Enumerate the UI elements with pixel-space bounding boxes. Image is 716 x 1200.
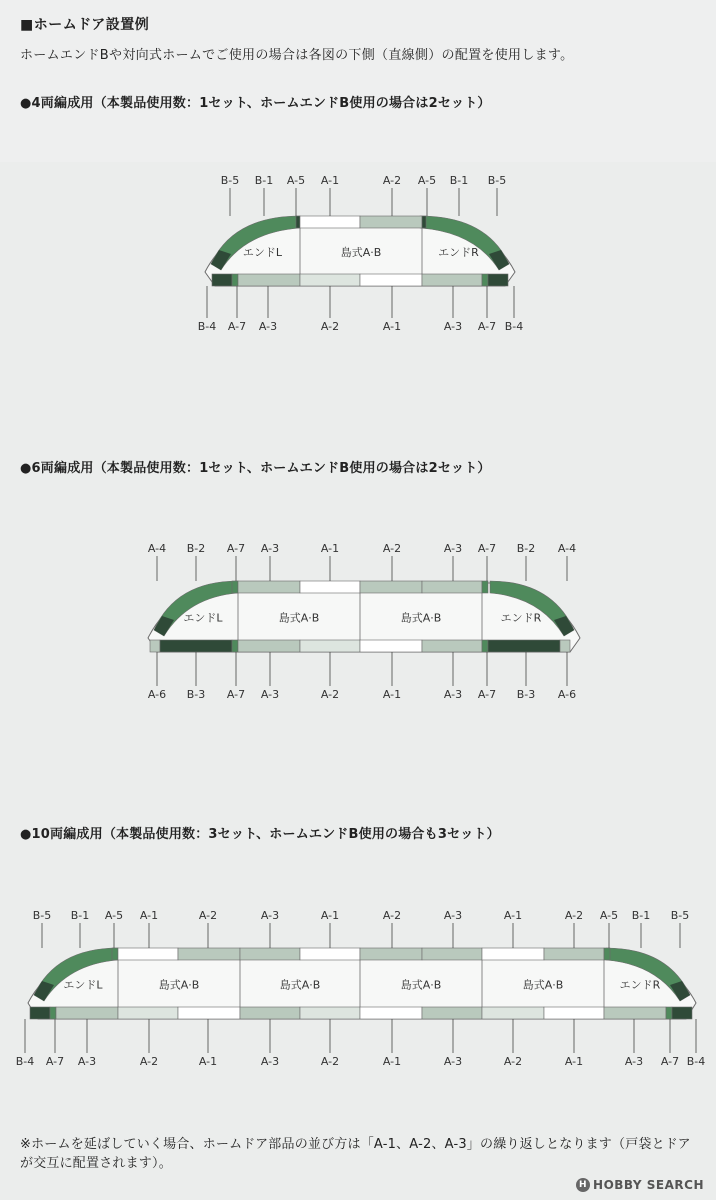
- page-heading: ■ホームドア設置例: [20, 17, 150, 33]
- bottom-part-label: A-1: [198, 1055, 218, 1068]
- top-part-label: A-1: [320, 909, 340, 922]
- bottom-part-label: B-4: [686, 1055, 706, 1068]
- module-label: 島式A·B: [522, 978, 564, 992]
- hobby-search-icon: H: [576, 1178, 590, 1192]
- bottom-part-label: A-7: [226, 688, 246, 701]
- top-part-label: A-4: [147, 542, 167, 555]
- top-part-label: A-2: [382, 909, 402, 922]
- top-part-label: A-5: [417, 174, 437, 187]
- diagram-10car: [0, 895, 716, 1085]
- bottom-part-label: A-1: [564, 1055, 584, 1068]
- top-part-label: B-5: [32, 909, 52, 922]
- bottom-door-segment: [50, 1007, 56, 1019]
- bottom-door-segment: [360, 274, 422, 286]
- top-part-label: A-3: [443, 909, 463, 922]
- bottom-part-label: A-6: [147, 688, 167, 701]
- module-label: 島式A·B: [400, 611, 442, 625]
- top-part-label: A-1: [320, 174, 340, 187]
- top-part-label: B-2: [186, 542, 206, 555]
- watermark-logo: [576, 1178, 704, 1193]
- top-door-segment: [240, 948, 300, 960]
- module-label: 島式A·B: [158, 978, 200, 992]
- bottom-part-label: A-3: [443, 1055, 463, 1068]
- top-door-segment: [300, 948, 360, 960]
- bottom-door-segment: [300, 274, 360, 286]
- top-door-segment: [422, 216, 426, 228]
- bottom-door-segment: [232, 640, 238, 652]
- section-title-10car: ●10両編成用（本製品使用数：3セット、ホームエンドB使用の場合も3セット）: [20, 827, 500, 842]
- bottom-door-segment: [482, 640, 488, 652]
- bottom-part-label: A-1: [382, 688, 402, 701]
- bottom-part-label: A-2: [503, 1055, 523, 1068]
- bottom-part-label: A-1: [382, 320, 402, 333]
- module-label: 島式A·B: [340, 246, 382, 259]
- top-part-label: B-1: [254, 174, 274, 187]
- top-part-label: A-5: [599, 909, 619, 922]
- bottom-door-segment: [422, 1007, 482, 1019]
- module-label: エンドL: [242, 246, 283, 259]
- bottom-door-segment: [422, 640, 482, 652]
- top-part-label: B-5: [220, 174, 240, 187]
- watermark-text: HOBBY SEARCH: [593, 1177, 704, 1192]
- footnote: ※ホームを延ばしていく場合、ホームドア部品の並び方は「A-1、A-2、A-3」の繰り返しとなります（戸袋とドアが交互に配置されます）。: [20, 1137, 691, 1171]
- bottom-part-label: A-2: [320, 1055, 340, 1068]
- bottom-part-label: A-2: [139, 1055, 159, 1068]
- module-label: 島式A·B: [400, 978, 442, 992]
- platform-diagram-10car: [0, 895, 716, 1085]
- bottom-door-segment: [150, 640, 160, 652]
- top-part-label: A-1: [503, 909, 523, 922]
- top-part-label: A-7: [226, 542, 246, 555]
- bottom-door-segment: [666, 1007, 672, 1019]
- bottom-part-label: A-7: [227, 320, 247, 333]
- bottom-part-label: A-2: [320, 320, 340, 333]
- bottom-door-segment: [482, 1007, 544, 1019]
- top-part-label: A-3: [260, 542, 280, 555]
- top-part-label: A-7: [477, 542, 497, 555]
- bottom-part-label: A-7: [477, 320, 497, 333]
- bottom-part-label: A-7: [45, 1055, 65, 1068]
- bottom-part-label: A-3: [77, 1055, 97, 1068]
- section-title-4car: ●4両編成用（本製品使用数：1セット、ホームエンドB使用の場合は2セット）: [20, 96, 491, 111]
- bottom-door-segment: [238, 274, 300, 286]
- bottom-part-label: A-3: [443, 688, 463, 701]
- module-label: エンドR: [500, 611, 542, 625]
- top-door-segment: [300, 216, 360, 228]
- bottom-door-segment: [488, 274, 508, 286]
- top-door-segment: [482, 948, 544, 960]
- top-door-segment: [300, 581, 360, 593]
- bottom-door-segment: [482, 274, 488, 286]
- bottom-door-segment: [360, 640, 422, 652]
- bottom-part-label: A-3: [443, 320, 463, 333]
- bottom-door-segment: [544, 1007, 604, 1019]
- bottom-part-label: A-2: [320, 688, 340, 701]
- module-label: エンドR: [619, 978, 661, 992]
- top-part-label: A-4: [557, 542, 577, 555]
- bottom-door-segment: [604, 1007, 666, 1019]
- bottom-door-segment: [160, 640, 232, 652]
- bottom-door-segment: [30, 1007, 50, 1019]
- bottom-part-label: A-3: [260, 688, 280, 701]
- bottom-part-label: A-7: [660, 1055, 680, 1068]
- top-door-segment: [360, 948, 422, 960]
- top-door-segment: [422, 948, 482, 960]
- bottom-door-segment: [238, 640, 300, 652]
- bottom-door-segment: [212, 274, 232, 286]
- top-part-label: A-1: [320, 542, 340, 555]
- bottom-door-segment: [488, 640, 560, 652]
- top-part-label: B-5: [670, 909, 690, 922]
- top-part-label: B-1: [70, 909, 90, 922]
- top-part-label: A-5: [286, 174, 306, 187]
- top-door-segment: [360, 216, 422, 228]
- bottom-part-label: A-3: [624, 1055, 644, 1068]
- diagram-4car: [0, 160, 716, 350]
- platform-diagram-4car: [0, 160, 716, 350]
- top-door-segment: [232, 581, 238, 593]
- top-door-segment: [422, 581, 482, 593]
- bottom-part-label: B-3: [186, 688, 206, 701]
- top-part-label: A-3: [260, 909, 280, 922]
- bottom-door-segment: [422, 274, 482, 286]
- top-part-label: A-3: [443, 542, 463, 555]
- top-part-label: A-2: [564, 909, 584, 922]
- top-door-segment: [178, 948, 240, 960]
- intro-text: ホームエンドBや対向式ホームでご使用の場合は各図の下側（直線側）の配置を使用します。: [20, 48, 574, 63]
- bottom-door-segment: [672, 1007, 692, 1019]
- top-part-label: A-2: [382, 542, 402, 555]
- bottom-door-segment: [56, 1007, 118, 1019]
- bottom-door-segment: [560, 640, 570, 652]
- top-door-segment: [238, 581, 300, 593]
- top-part-label: A-5: [104, 909, 124, 922]
- top-door-segment: [112, 948, 118, 960]
- top-door-segment: [482, 581, 488, 593]
- bottom-part-label: B-4: [197, 320, 217, 333]
- top-part-label: B-2: [516, 542, 536, 555]
- bottom-door-segment: [232, 274, 238, 286]
- bottom-door-segment: [118, 1007, 178, 1019]
- bottom-door-segment: [300, 640, 360, 652]
- section-title-6car: ●6両編成用（本製品使用数：1セット、ホームエンドB使用の場合は2セット）: [20, 461, 491, 476]
- bottom-part-label: B-3: [516, 688, 536, 701]
- bottom-part-label: A-6: [557, 688, 577, 701]
- top-part-label: A-2: [382, 174, 402, 187]
- top-door-segment: [544, 948, 604, 960]
- top-part-label: A-1: [139, 909, 159, 922]
- module-label: エンドR: [438, 246, 479, 259]
- top-part-label: B-1: [631, 909, 651, 922]
- top-door-segment: [296, 216, 300, 228]
- bottom-part-label: B-4: [15, 1055, 35, 1068]
- bottom-part-label: A-3: [258, 320, 278, 333]
- top-part-label: B-1: [449, 174, 469, 187]
- bottom-part-label: B-4: [504, 320, 524, 333]
- bottom-door-segment: [178, 1007, 240, 1019]
- module-label: 島式A·B: [279, 978, 321, 992]
- platform-diagram-6car: [0, 528, 716, 718]
- bottom-door-segment: [360, 1007, 422, 1019]
- bottom-part-label: A-3: [260, 1055, 280, 1068]
- top-door-segment: [360, 581, 422, 593]
- module-label: エンドL: [63, 978, 103, 992]
- module-label: 島式A·B: [278, 611, 320, 625]
- bottom-part-label: A-7: [477, 688, 497, 701]
- top-door-segment: [604, 948, 610, 960]
- diagram-6car: [0, 528, 716, 718]
- top-part-label: A-2: [198, 909, 218, 922]
- bottom-part-label: A-1: [382, 1055, 402, 1068]
- top-door-segment: [118, 948, 178, 960]
- top-part-label: B-5: [487, 174, 507, 187]
- bottom-door-segment: [300, 1007, 360, 1019]
- bottom-door-segment: [240, 1007, 300, 1019]
- module-label: エンドL: [183, 611, 223, 625]
